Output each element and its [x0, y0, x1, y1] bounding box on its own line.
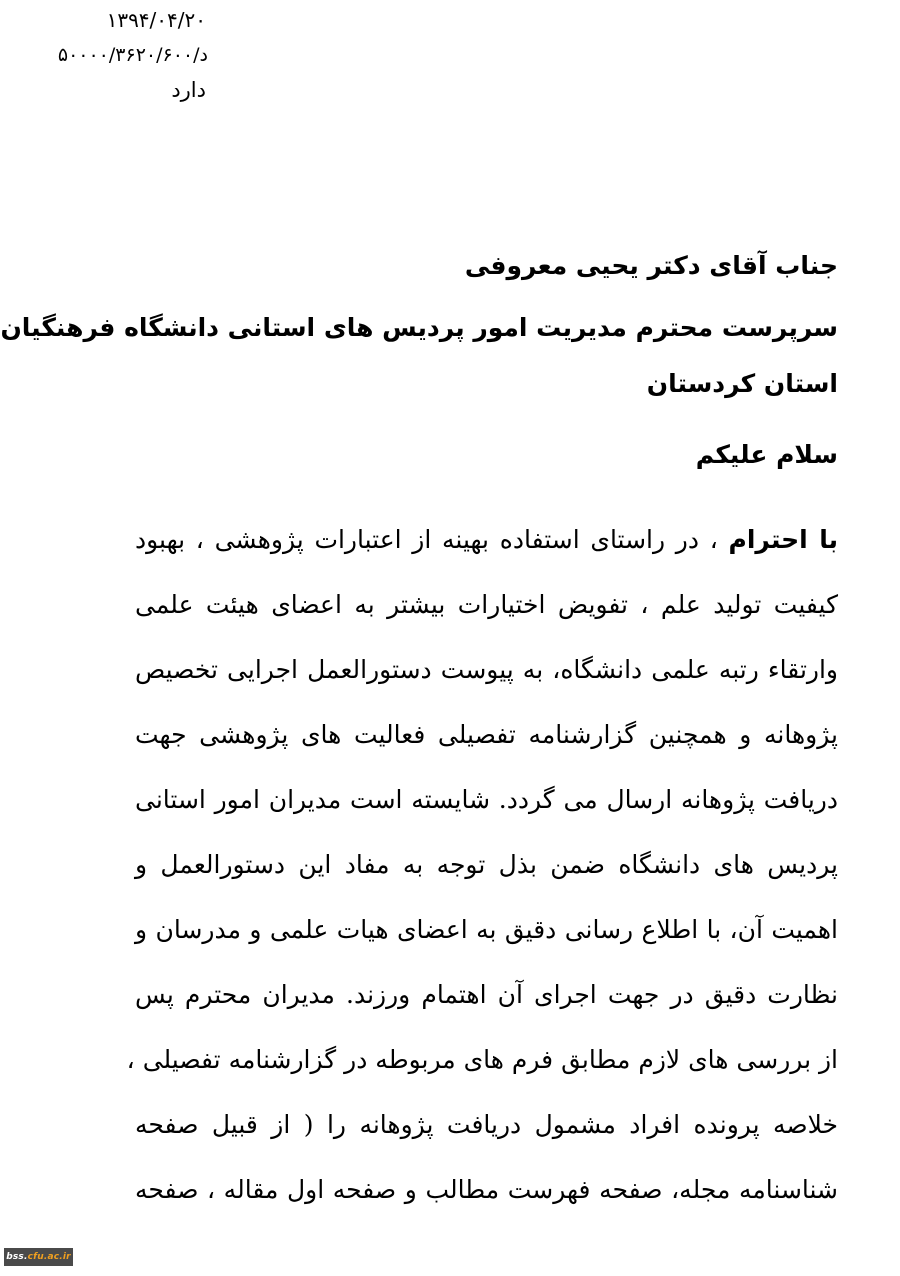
body-line: [135, 514, 838, 579]
body-line: از بررسی های لازم مطابق فرم های مربوطه در گزارشنامه تفصیلی ،: [126, 1045, 838, 1074]
recipient-province: استان کردستان: [646, 369, 838, 398]
body-line: دریافت پژوهانه ارسال می گردد. شایسته است مدیران امور استانی: [135, 785, 838, 814]
greeting: سلام علیکم: [695, 440, 838, 469]
opening-phrase: با احترام: [728, 525, 839, 554]
body-line: پردیس های دانشگاه ضمن بذل توجه به مفاد این دستورالعمل و: [135, 850, 838, 879]
body-line: وارتقاء رتبه علمی دانشگاه، به پیوست دستورالعمل اجرایی تخصیص: [135, 655, 838, 684]
recipient-title: سرپرست محترم مدیریت امور پردیس های استانی دانشگاه فرهنگیان: [0, 313, 838, 342]
body-line: پژوهانه و همچنین گزارشنامه تفصیلی فعالیت های پژوهشی جهت: [135, 720, 838, 749]
letter-body: [126, 514, 839, 1229]
body-line: اهمیت آن، با اطلاع رسانی دقیق به اعضای هیات علمی و مدرسان و: [135, 915, 838, 944]
body-line: نظارت دقیق در جهت اجرای آن اهتمام ورزند. مدیران محترم پس: [135, 980, 838, 1009]
site-watermark: [4, 1248, 73, 1266]
recipient-name: جناب آقای دکتر یحیی معروفی: [464, 251, 838, 280]
watermark-domain: cfu.ac.ir: [27, 1252, 71, 1262]
watermark-prefix: bss.: [6, 1252, 28, 1262]
body-line-text: ، در راستای استفاده بهینه از اعتبارات پژوهشی ، بهبود: [135, 525, 718, 554]
body-line: شناسنامه مجله، صفحه فهرست مطالب و صفحه اول مقاله ، صفحه: [135, 1175, 838, 1204]
letter-reference-number: د/۵۰۰۰۰/۳۶۲۰/۶۰۰: [57, 44, 208, 66]
body-line: خلاصه پرونده افراد مشمول دریافت پژوهانه را ( از قبیل صفحه: [135, 1110, 838, 1139]
letter-attachment-status: دارد: [171, 78, 206, 102]
body-line: کیفیت تولید علم ، تفویض اختیارات بیشتر به اعضای هیئت علمی: [135, 590, 838, 619]
letter-date: ۱۳۹۴/۰۴/۲۰: [106, 8, 206, 32]
